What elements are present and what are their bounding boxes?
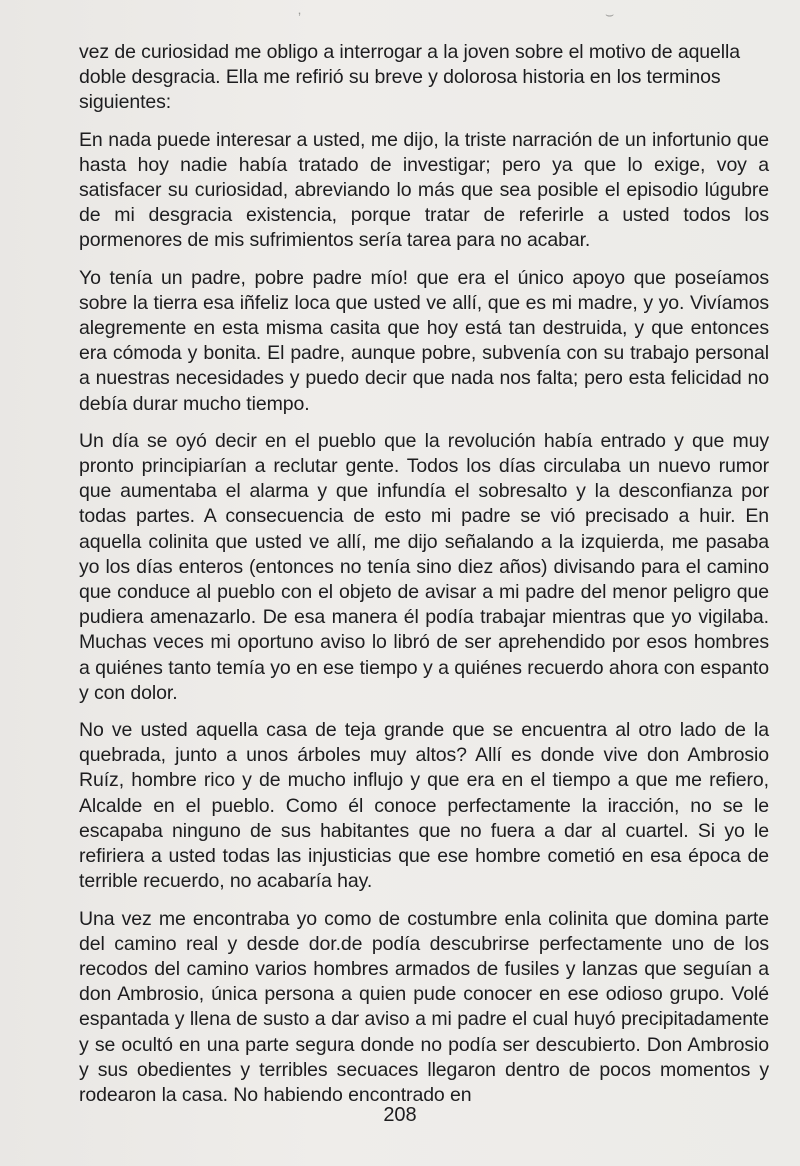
paragraph: Una vez me encontraba yo como de costumbre enla colinita que domina parte del camino real y desde dor.de podía descubrirse perfectamente uno de los recodos del camino varios hombres armados de fusiles y lanzas que seguían a don Ambrosio, única persona a quien pude conocer en ese odioso grupo. Volé espantada y llena de susto a dar aviso a mi padre el cual huyó precipitadamente y se ocultó en una parte segura donde no podía ser descubierto. Don Ambrosio y sus obedientes y terribles secuaces llegaron dentro de pocos momentos y rodearon la casa. No habiendo encontrado en [79, 907, 769, 1106]
paragraph: Un día se oyó decir en el pueblo que la revolución había entrado y que muy pronto principiarían a reclutar gente. Todos los días circulaba un nuevo rumor que aumentaba el alarma y que infundía el sobresalto y la desconfianza por todas partes. A consecuencia de esto mi padre se vió precisado a huir. En aquella colinita que usted ve allí, me dijo señalando a la izquierda, me pasaba yo los días enteros (entonces no tenía sino diez años) divisando para el camino que conduce al pueblo con el objeto de avisar a mi padre del menor peligro que pudiera amenazarlo. De esa manera él podía trabajar mientras que yo vigilaba. Muchas veces mi oportuno aviso lo libró de ser aprehendido por esos hombres a quiénes tanto temía yo en ese tiempo y a quiénes recuerdo ahora con espanto y con dolor. [79, 429, 769, 704]
paragraph: No ve usted aquella casa de teja grande que se encuentra al otro lado de la quebrada, junto a unos árboles muy altos? Allí es donde vive don Ambrosio Ruíz, hombre rico y de mucho influjo y que era en el tiempo a que me refiero, Alcalde en el pueblo. Como él conoce perfectamente la iracción, no se le escapaba ninguno de sus habitantes que no fuera a dar al cuartel. Si yo le refiriera a usted todas las injusticias que ese hombre cometió en esa época de terrible recuerdo, no acabaría hay. [79, 719, 769, 893]
scan-mark: ⌣ [605, 6, 615, 22]
scan-mark: ʼ [298, 10, 302, 26]
paragraph: vez de curiosidad me obligo a interrogar a la joven sobre el motivo de aquella doble desgracia. Ella me refirió su breve y dolorosa historia en los terminos siguientes: [79, 41, 741, 114]
body-text [79, 40, 769, 1120]
paragraph: En nada puede interesar a usted, me dijo, la triste narración de un infortunio que hasta hoy nadie había tratado de investigar; pero ya que lo exige, voy a satisfacer su curiosidad, abreviando lo más que sea posible el episodio lúgubre de mi desgracia existencia, porque tratar de referirle a usted todos los pormenores de mis sufrimientos sería tarea para no acabar. [79, 128, 769, 252]
page-number: 208 [383, 1104, 417, 1126]
paragraph: Yo tenía un padre, pobre padre mío! que era el único apoyo que poseíamos sobre la tierra esa iñfeliz loca que usted ve allí, que es mi madre, y yo. Vivíamos alegremente en esta misma casita que hoy está tan destruida, y que entonces era cómoda y bonita. El padre, aunque pobre, subvenía con su trabajo personal a nuestras necesidades y puedo decir que nada nos falta; pero esta felicidad no debía durar mucho tiempo. [79, 266, 769, 415]
